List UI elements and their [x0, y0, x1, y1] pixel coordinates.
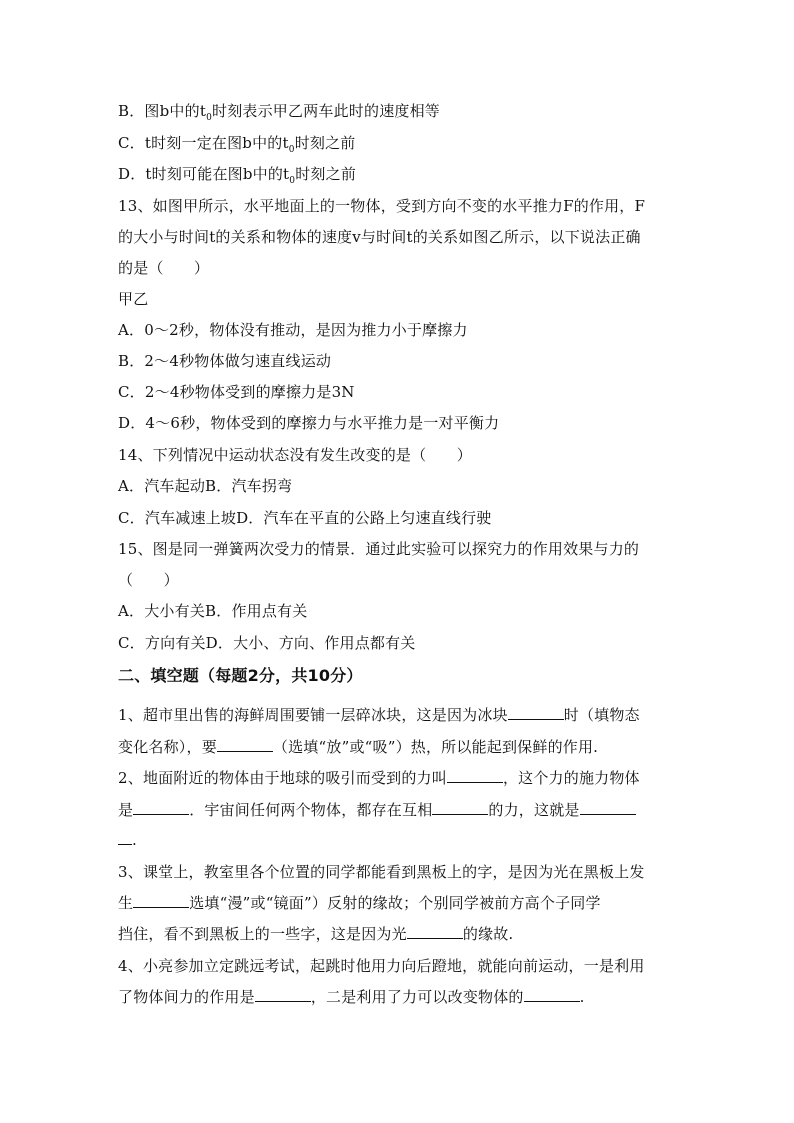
answer-blank[interactable]	[217, 737, 273, 752]
fill-q1-text-2: 时（填物态	[563, 706, 640, 724]
q13-stem-line-3: 的是（ ）	[118, 259, 210, 277]
q14-stem: 14、下列情况中运动状态没有发生改变的是（ ）	[118, 446, 472, 464]
q12-option-d-text-end: 时刻之前	[295, 165, 357, 183]
q13-option-a: A．0～2秒，物体没有推动，是因为推力小于摩擦力	[118, 321, 468, 339]
q12-option-b-text-end: 时刻表示甲乙两车此时的速度相等	[212, 102, 441, 120]
fill-q3-line-1: 3、课堂上，教室里各个位置的同学都能看到黑板上的字，是因为光在黑板上发	[118, 863, 645, 881]
fill-q2-text: 2、地面附近的物体由于地球的吸引而受到的力叫	[118, 769, 447, 787]
fill-q4-line-1: 4、小亮参加立定跳远考试，起跳时他用力向后蹬地，就能向前运动，一是利用	[118, 957, 645, 975]
fill-q3-text: 生	[118, 894, 134, 912]
q13-option-c: C．2～4秒物体受到的摩擦力是3N	[118, 383, 355, 401]
fill-q1-text-3: 变化名称），要	[118, 738, 217, 756]
fill-q3-text-4: 的缘故.	[462, 925, 514, 943]
q15-options-ab: A．大小有关B．作用点有关	[118, 602, 308, 620]
fill-q1-text: 1、超市里出售的海鲜周围要铺一层碎冰块，这是因为冰块	[118, 706, 508, 724]
fill-q1-line-2	[118, 737, 598, 757]
subscript-zero: 0	[288, 145, 295, 155]
q12-option-c	[118, 133, 356, 153]
fill-q2-period: .	[132, 831, 137, 849]
fill-q3-line-3	[118, 924, 513, 944]
q14-options-ab: A．汽车起动B．汽车拐弯	[118, 477, 293, 495]
answer-blank[interactable]	[508, 705, 564, 720]
q14-options-cd: C．汽车减速上坡D．汽车在平直的公路上匀速直线行驶	[118, 509, 492, 527]
q13-stem-line-1: 13、如图甲所示，水平地面上的一物体，受到方向不变的水平推力F的作用，F	[118, 197, 646, 215]
answer-blank[interactable]	[580, 800, 636, 815]
answer-blank[interactable]	[524, 987, 580, 1002]
fill-q1-text-4: （选填“放”或“吸”）热，所以能起到保鲜的作用.	[272, 738, 599, 756]
fill-q2-line-2	[118, 800, 636, 820]
fill-q2-line-1	[118, 768, 640, 788]
answer-blank[interactable]	[133, 893, 189, 908]
fill-q1-line-1	[118, 705, 640, 725]
q12-option-c-text: C．t时刻一定在图b中的t	[118, 134, 289, 152]
fill-q2-line-3	[118, 830, 137, 850]
answer-blank[interactable]	[133, 800, 189, 815]
fill-q4-period: .	[579, 988, 585, 1006]
fill-q3-text-2: 选填“漫”或“镜面”）反射的缘故；个别同学被前方高个子同学	[189, 894, 601, 912]
q13-stem-line-2: 的大小与时间t的关系和物体的速度v与时间t的关系如图乙所示，以下说法正确	[118, 228, 641, 246]
q13-option-d: D．4～6秒，物体受到的摩擦力与水平推力是一对平衡力	[118, 414, 500, 432]
fill-q3-text-3: 挡住，看不到黑板上的一些字，这是因为光	[118, 925, 407, 943]
q13-option-b: B．2～4秒物体做匀速直线运动	[118, 352, 332, 370]
q12-option-c-text-end: 时刻之前	[294, 134, 356, 152]
fill-q3-line-2	[118, 893, 601, 913]
fill-q2-text-5: 的力，这就是	[488, 801, 580, 819]
answer-blank[interactable]	[432, 800, 488, 815]
fill-q4-line-2	[118, 987, 585, 1007]
q13-figure-label: 甲乙	[118, 290, 149, 308]
fill-q2-text-3: 是	[118, 801, 134, 819]
q12-option-d-text: D．t时刻可能在图b中的t	[118, 165, 290, 183]
answer-blank[interactable]	[255, 987, 311, 1002]
q12-option-b-text: B．图b中的t	[118, 102, 207, 120]
answer-blank[interactable]	[118, 830, 132, 845]
fill-q4-text-2: ，二是利用了力可以改变物体的	[310, 988, 524, 1006]
q15-options-cd: C．方向有关D．大小、方向、作用点都有关	[118, 634, 416, 652]
fill-q2-text-2: ，这个力的施力物体	[502, 769, 640, 787]
fill-q2-text-4: ．宇宙间任何两个物体，都存在互相	[189, 801, 433, 819]
subscript-zero: 0	[206, 113, 212, 123]
section-2-title: 二、填空题（每题2分，共10分）	[118, 666, 363, 685]
q15-stem-line-2: （ ）	[118, 571, 179, 589]
fill-q4-text: 了物体间力的作用是	[118, 988, 255, 1006]
answer-blank[interactable]	[407, 924, 463, 939]
q12-option-d	[118, 164, 356, 184]
answer-blank[interactable]	[447, 768, 503, 783]
subscript-zero: 0	[289, 176, 296, 186]
q15-stem-line-1: 15、图是同一弹簧两次受力的情景．通过此实验可以探究力的作用效果与力的	[118, 540, 640, 558]
q12-option-b	[118, 101, 440, 121]
